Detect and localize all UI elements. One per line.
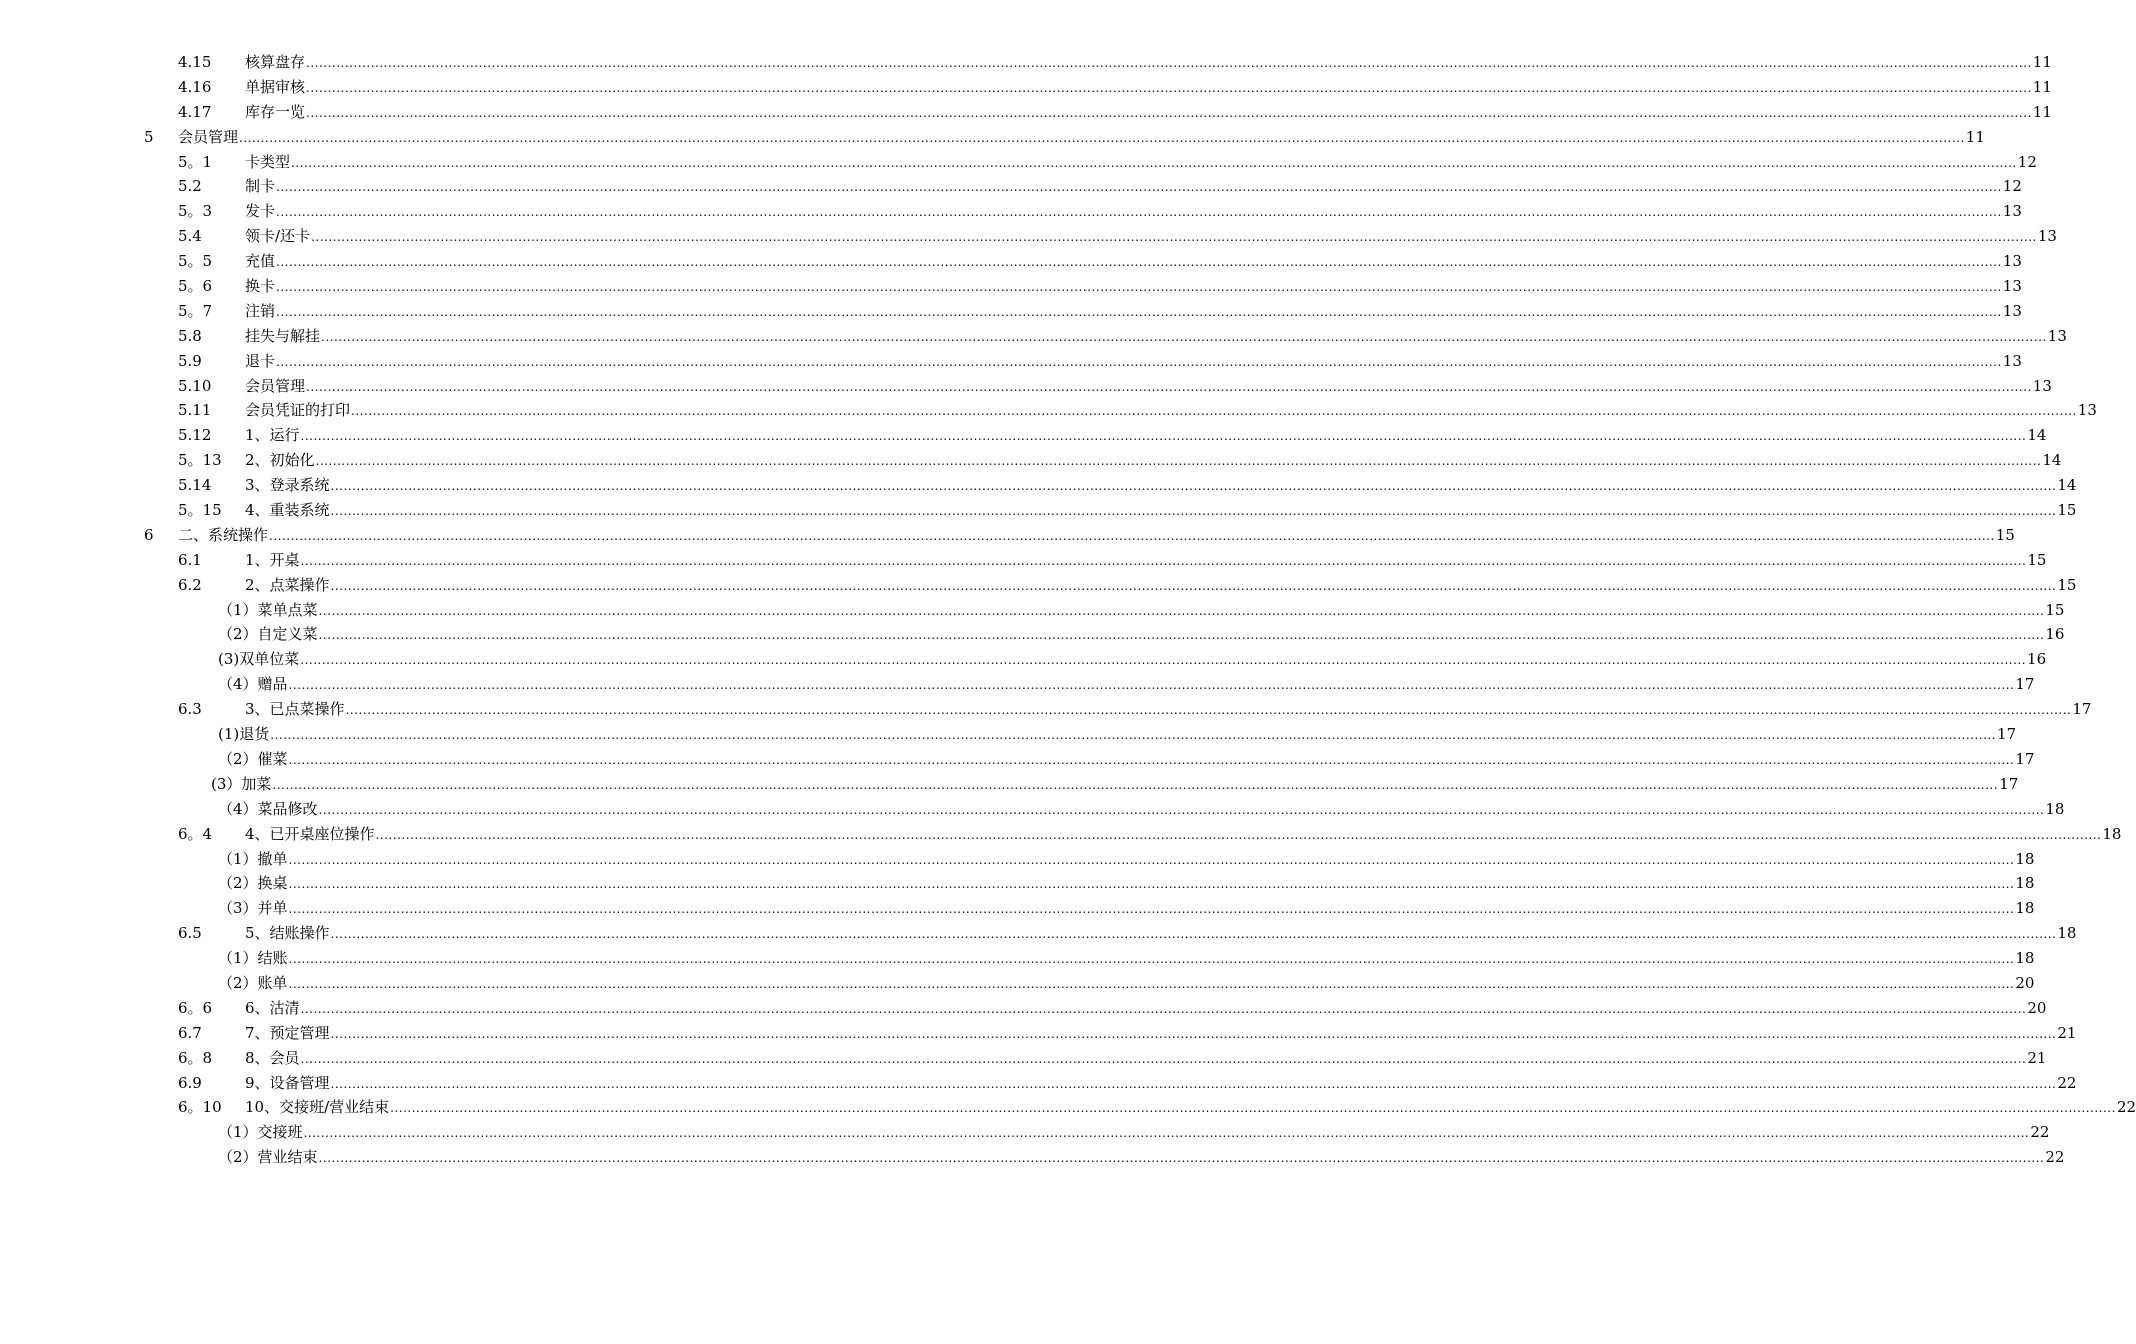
toc-entry-title: 充值 [245, 249, 276, 274]
toc-page-number: 14 [2057, 476, 2077, 495]
dot-leader: ................................................................................................................................................................................................................................................................................................................................................................................................................ [330, 1076, 2057, 1091]
toc-entry[interactable] [0, 199, 2022, 224]
toc-page-number: 13 [2002, 301, 2022, 320]
toc-section-number: 5.2 [178, 177, 202, 196]
toc-entry-title: 5、结账操作 [245, 921, 331, 946]
toc-section-number: 5.10 [178, 376, 212, 395]
dot-leader: ................................................................................................................................................................................................................................................................................................................................................................................................................ [330, 927, 2057, 942]
dot-leader: ................................................................................................................................................................................................................................................................................................................................................................................................................ [276, 255, 2002, 270]
dot-leader: ................................................................................................................................................................................................................................................................................................................................................................................................................ [288, 902, 2015, 917]
toc-entry-line [245, 174, 2022, 200]
toc-entry[interactable] [0, 398, 2097, 423]
toc-entry[interactable] [0, 473, 2077, 498]
toc-entry-title: 二、系统操作 [178, 523, 269, 548]
dot-leader: ................................................................................................................................................................................................................................................................................................................................................................................................................ [315, 454, 2042, 469]
toc-entry[interactable] [0, 498, 2077, 523]
dot-leader: ................................................................................................................................................................................................................................................................................................................................................................................................................ [330, 578, 2057, 593]
toc-entry-title: 会员凭证的打印 [245, 398, 351, 423]
toc-entry[interactable] [0, 374, 2052, 399]
toc-entry-line [218, 1145, 2065, 1171]
dot-leader: ................................................................................................................................................................................................................................................................................................................................................................................................................ [276, 304, 2002, 319]
toc-page-number: 18 [2015, 874, 2035, 893]
toc-entry-line [245, 299, 2022, 325]
toc-entry-line [218, 971, 2035, 997]
toc-page-number: 11 [1965, 127, 1985, 146]
toc-entry[interactable] [0, 847, 2035, 872]
toc-entry[interactable] [0, 324, 2067, 349]
toc-entry-line [245, 498, 2077, 524]
toc-entry-title: 8、会员 [245, 1046, 301, 1071]
toc-page-number: 17 [2015, 749, 2035, 768]
toc-entry-line [245, 199, 2022, 225]
toc-entry-line [245, 374, 2052, 400]
toc-section-number: 6.3 [178, 700, 202, 719]
toc-entry-line [245, 349, 2022, 375]
dot-leader: ................................................................................................................................................................................................................................................................................................................................................................................................................ [375, 827, 2102, 842]
toc-page-number: 18 [2015, 949, 2035, 968]
toc-entry-line [218, 797, 2065, 823]
dot-leader: ................................................................................................................................................................................................................................................................................................................................................................................................................ [306, 379, 2032, 394]
toc-section-number: 5.11 [178, 401, 212, 420]
toc-entry-title: 9、设备管理 [245, 1071, 331, 1096]
toc-page-number: 12 [2002, 177, 2022, 196]
toc-entry-title: （1）结账 [218, 946, 289, 971]
toc-entry-title: （2）换桌 [218, 871, 289, 896]
toc-section-number: 5。15 [178, 501, 222, 520]
toc-entry-line [245, 100, 2052, 126]
toc-section-number: 5.12 [178, 426, 212, 445]
toc-page-number: 17 [2015, 675, 2035, 694]
dot-leader: ................................................................................................................................................................................................................................................................................................................................................................................................................ [291, 155, 2017, 170]
toc-entry[interactable] [0, 697, 2092, 722]
dot-leader: ................................................................................................................................................................................................................................................................................................................................................................................................................ [269, 528, 1995, 543]
toc-entry[interactable] [0, 548, 2047, 573]
toc-entry-title: 1、开桌 [245, 548, 301, 573]
toc-page-number: 21 [2057, 1023, 2077, 1042]
toc-page-number: 18 [2015, 849, 2035, 868]
toc-entry-line [245, 448, 2062, 474]
toc-entry-title: 2、初始化 [245, 448, 316, 473]
toc-entry[interactable] [0, 523, 2015, 548]
toc-entry-title: 发卡 [245, 199, 276, 224]
toc-section-number: 6.9 [178, 1073, 202, 1092]
toc-entry[interactable] [0, 822, 2122, 847]
toc-page-number: 13 [2002, 277, 2022, 296]
toc-section-number: 5。6 [178, 277, 213, 296]
toc-section-number: 6.2 [178, 575, 202, 594]
toc-entry[interactable] [0, 1145, 2065, 1170]
toc-section-number: 5 [144, 127, 154, 146]
toc-page-number: 15 [2057, 501, 2077, 520]
toc-entry-title: （2）催菜 [218, 747, 289, 772]
toc-page-number: 22 [2030, 1123, 2050, 1142]
dot-leader: ................................................................................................................................................................................................................................................................................................................................................................................................................ [276, 280, 2002, 295]
toc-entry-line [218, 622, 2065, 648]
dot-leader: ................................................................................................................................................................................................................................................................................................................................................................................................................ [276, 205, 2002, 220]
toc-entry-line [245, 324, 2067, 350]
toc-page-number: 22 [2116, 1098, 2136, 1117]
dot-leader: ................................................................................................................................................................................................................................................................................................................................................................................................................ [300, 1001, 2027, 1016]
toc-page-number: 21 [2027, 1048, 2047, 1067]
toc-page-number: 22 [2057, 1073, 2077, 1092]
toc-entry-title: 4、重装系统 [245, 498, 331, 523]
toc-entry[interactable] [0, 249, 2022, 274]
toc-section-number: 6.1 [178, 550, 202, 569]
toc-page-number: 18 [2057, 924, 2077, 943]
toc-entry-title: 3、登录系统 [245, 473, 331, 498]
toc-page-number: 16 [2045, 625, 2065, 644]
toc-entry-line [245, 50, 2052, 76]
toc-section-number: 5。3 [178, 202, 213, 221]
dot-leader: ................................................................................................................................................................................................................................................................................................................................................................................................................ [276, 180, 2002, 195]
toc-page-number: 20 [2015, 973, 2035, 992]
toc-entry-line [245, 75, 2052, 101]
toc-entry-title: （2）自定义菜 [218, 622, 319, 647]
dot-leader: ................................................................................................................................................................................................................................................................................................................................................................................................................ [318, 603, 2045, 618]
dot-leader: ................................................................................................................................................................................................................................................................................................................................................................................................................ [288, 678, 2015, 693]
toc-entry-title: 4、已开桌座位操作 [245, 822, 376, 847]
toc-entry[interactable] [0, 423, 2047, 448]
toc-page-number: 18 [2045, 799, 2065, 818]
toc-entry-title: （3）并单 [218, 896, 289, 921]
toc-entry[interactable] [0, 174, 2022, 199]
toc-page-number: 14 [2027, 426, 2047, 445]
toc-page-number: 11 [2032, 53, 2052, 71]
toc-entry[interactable] [0, 896, 2035, 921]
toc-entry[interactable] [0, 996, 2047, 1021]
toc-entry[interactable] [0, 50, 2052, 75]
toc-entry-title: （2）营业结束 [218, 1145, 319, 1170]
toc-entry-line [218, 847, 2035, 873]
toc-page-number: 16 [2027, 650, 2047, 669]
toc-entry[interactable] [0, 647, 2047, 672]
toc-entry[interactable] [0, 1071, 2077, 1096]
toc-page-number: 18 [2015, 899, 2035, 918]
toc-entry[interactable] [0, 946, 2035, 971]
toc-entry-line [178, 523, 2015, 549]
toc-entry-title: （1）菜单点菜 [218, 598, 319, 623]
dot-leader: ................................................................................................................................................................................................................................................................................................................................................................................................................ [288, 952, 2015, 967]
toc-section-number: 6。8 [178, 1048, 213, 1067]
toc-entry-line [218, 722, 2017, 748]
toc-section-number: 5。1 [178, 152, 213, 171]
toc-entry-title: 2、点菜操作 [245, 573, 331, 598]
dot-leader: ................................................................................................................................................................................................................................................................................................................................................................................................................ [330, 504, 2057, 519]
toc-entry-title: 库存一览 [245, 100, 306, 125]
dot-leader: ................................................................................................................................................................................................................................................................................................................................................................................................................ [306, 56, 2032, 70]
toc-entry-title: （1）交接班 [218, 1120, 304, 1145]
toc-entry-title: 注销 [245, 299, 276, 324]
toc-entry-line [245, 1071, 2077, 1097]
toc-page-number: 11 [2032, 77, 2052, 96]
toc-section-number: 4.16 [178, 77, 212, 96]
toc-entry-line [211, 772, 2019, 798]
table-of-contents [0, 50, 2136, 1170]
toc-entry[interactable] [0, 747, 2035, 772]
toc-section-number: 4.17 [178, 102, 212, 121]
toc-entry-line [245, 573, 2077, 599]
toc-entry-title: 领卡/还卡 [245, 224, 311, 249]
toc-entry-line [218, 672, 2035, 698]
toc-entry-line [245, 1021, 2077, 1047]
dot-leader: ................................................................................................................................................................................................................................................................................................................................................................................................................ [318, 628, 2045, 643]
toc-page-number: 15 [2027, 550, 2047, 569]
toc-entry[interactable] [0, 274, 2022, 299]
toc-entry-title: （4）赠品 [218, 672, 289, 697]
toc-section-number: 6。10 [178, 1098, 222, 1117]
toc-entry[interactable] [0, 1021, 2077, 1046]
toc-entry[interactable] [0, 1120, 2050, 1145]
toc-page-number: 15 [1995, 525, 2015, 544]
toc-section-number: 6.7 [178, 1023, 202, 1042]
toc-entry[interactable] [0, 598, 2065, 623]
dot-leader: ................................................................................................................................................................................................................................................................................................................................................................................................................ [288, 877, 2015, 892]
toc-entry-line [245, 150, 2037, 176]
toc-entry-line [245, 822, 2122, 848]
toc-section-number: 5。13 [178, 451, 222, 470]
toc-page-number: 13 [2002, 351, 2022, 370]
toc-entry-title: 核算盘存 [245, 50, 306, 75]
toc-entry[interactable] [0, 125, 1985, 150]
dot-leader: ................................................................................................................................................................................................................................................................................................................................................................................................................ [300, 553, 2027, 568]
toc-section-number: 5.9 [178, 351, 202, 370]
dot-leader: ................................................................................................................................................................................................................................................................................................................................................................................................................ [276, 354, 2002, 369]
toc-entry-title: 6、沽清 [245, 996, 301, 1021]
dot-leader: ................................................................................................................................................................................................................................................................................................................................................................................................................ [330, 479, 2057, 494]
toc-entry-title: 1、运行 [245, 423, 301, 448]
dot-leader: ................................................................................................................................................................................................................................................................................................................................................................................................................ [345, 703, 2072, 718]
toc-section-number: 5。7 [178, 301, 213, 320]
toc-entry-title: 换卡 [245, 274, 276, 299]
toc-entry-title: 10、交接班/营业结束 [245, 1095, 390, 1120]
toc-entry[interactable] [0, 299, 2022, 324]
toc-entry-title: 3、已点菜操作 [245, 697, 346, 722]
toc-entry-title: 会员管理 [178, 125, 239, 150]
dot-leader: ................................................................................................................................................................................................................................................................................................................................................................................................................ [300, 1051, 2027, 1066]
toc-entry-line [245, 274, 2022, 300]
toc-entry-line [245, 921, 2077, 947]
toc-entry-title: 制卡 [245, 174, 276, 199]
dot-leader: ................................................................................................................................................................................................................................................................................................................................................................................................................ [318, 1151, 2045, 1166]
toc-entry-line [218, 598, 2065, 624]
toc-page-number: 17 [1999, 774, 2019, 793]
toc-entry-line [245, 224, 2057, 250]
dot-leader: ................................................................................................................................................................................................................................................................................................................................................................................................................ [351, 404, 2077, 419]
toc-section-number: 5.4 [178, 227, 202, 246]
toc-entry[interactable] [0, 672, 2035, 697]
toc-section-number: 6 [144, 525, 154, 544]
toc-entry-title: 单据审核 [245, 75, 306, 100]
toc-entry-line [245, 996, 2047, 1022]
toc-entry[interactable] [0, 573, 2077, 598]
toc-entry[interactable] [0, 797, 2065, 822]
toc-entry-line [178, 125, 1985, 151]
toc-entry[interactable] [0, 75, 2052, 100]
dot-leader: ................................................................................................................................................................................................................................................................................................................................................................................................................ [311, 230, 2037, 245]
toc-entry-title: 挂失与解挂 [245, 324, 321, 349]
dot-leader: ................................................................................................................................................................................................................................................................................................................................................................................................................ [306, 105, 2032, 120]
toc-entry-title: 7、预定管理 [245, 1021, 331, 1046]
toc-entry-line [218, 871, 2035, 897]
toc-entry-title: 退卡 [245, 349, 276, 374]
toc-page-number: 17 [1997, 725, 2017, 744]
toc-entry-title: (1)退货 [218, 722, 270, 747]
toc-entry-line [218, 896, 2035, 922]
toc-section-number: 5.8 [178, 326, 202, 345]
toc-entry-title: （2）账单 [218, 971, 289, 996]
dot-leader: ................................................................................................................................................................................................................................................................................................................................................................................................................ [288, 852, 2015, 867]
toc-page-number: 13 [2032, 376, 2052, 395]
toc-entry-line [245, 697, 2092, 723]
toc-entry[interactable] [0, 224, 2057, 249]
toc-page-number: 13 [2002, 202, 2022, 221]
toc-entry[interactable] [0, 448, 2062, 473]
toc-entry-line [218, 946, 2035, 972]
toc-page-number: 13 [2037, 227, 2057, 246]
toc-entry-title: 会员管理 [245, 374, 306, 399]
toc-entry[interactable] [0, 100, 2052, 125]
dot-leader: ................................................................................................................................................................................................................................................................................................................................................................................................................ [390, 1101, 2116, 1116]
toc-section-number: 4.15 [178, 53, 212, 71]
toc-page-number: 15 [2045, 600, 2065, 619]
toc-entry-line [218, 747, 2035, 773]
dot-leader: ................................................................................................................................................................................................................................................................................................................................................................................................................ [318, 802, 2045, 817]
dot-leader: ................................................................................................................................................................................................................................................................................................................................................................................................................ [303, 1126, 2030, 1141]
toc-page-number: 13 [2002, 252, 2022, 271]
dot-leader: ................................................................................................................................................................................................................................................................................................................................................................................................................ [288, 976, 2015, 991]
toc-entry-line [245, 473, 2077, 499]
toc-page-number: 20 [2027, 998, 2047, 1017]
toc-entry-line [245, 423, 2047, 449]
toc-page-number: 13 [2047, 326, 2067, 345]
toc-page-number: 15 [2057, 575, 2077, 594]
dot-leader: ................................................................................................................................................................................................................................................................................................................................................................................................................ [272, 777, 1999, 792]
toc-entry-title: （4）菜品修改 [218, 797, 319, 822]
toc-entry[interactable] [0, 871, 2035, 896]
toc-section-number: 5.14 [178, 476, 212, 495]
dot-leader: ................................................................................................................................................................................................................................................................................................................................................................................................................ [300, 429, 2027, 444]
toc-entry-line [245, 398, 2097, 424]
toc-page-number: 18 [2102, 824, 2122, 843]
toc-page-number: 17 [2072, 700, 2092, 719]
toc-entry-title: 卡类型 [245, 150, 291, 175]
toc-entry[interactable] [0, 150, 2037, 175]
toc-entry-line [245, 249, 2022, 275]
dot-leader: ................................................................................................................................................................................................................................................................................................................................................................................................................ [288, 752, 2015, 767]
toc-entry[interactable] [0, 722, 2017, 747]
toc-entry-line [245, 1095, 2136, 1121]
dot-leader: ................................................................................................................................................................................................................................................................................................................................................................................................................ [270, 728, 1997, 743]
dot-leader: ................................................................................................................................................................................................................................................................................................................................................................................................................ [321, 329, 2047, 344]
toc-entry[interactable] [0, 1046, 2047, 1071]
toc-entry-title: (3)双单位菜 [218, 647, 300, 672]
dot-leader: ................................................................................................................................................................................................................................................................................................................................................................................................................ [306, 80, 2032, 95]
toc-entry[interactable] [0, 971, 2035, 996]
toc-page-number: 13 [2077, 401, 2097, 420]
toc-entry[interactable] [0, 1095, 2136, 1120]
toc-page-number: 14 [2042, 451, 2062, 470]
dot-leader: ................................................................................................................................................................................................................................................................................................................................................................................................................ [300, 653, 2027, 668]
toc-section-number: 6.5 [178, 924, 202, 943]
dot-leader: ................................................................................................................................................................................................................................................................................................................................................................................................................ [330, 1026, 2057, 1041]
toc-entry[interactable] [0, 921, 2077, 946]
toc-page-number: 22 [2045, 1148, 2065, 1167]
toc-entry[interactable] [0, 772, 2019, 797]
toc-entry-line [218, 1120, 2050, 1146]
toc-entry-title: (3）加菜 [211, 772, 272, 797]
toc-section-number: 5。5 [178, 252, 213, 271]
toc-page-number: 12 [2017, 152, 2037, 171]
dot-leader: ................................................................................................................................................................................................................................................................................................................................................................................................................ [239, 130, 1965, 145]
toc-entry-line [218, 647, 2047, 673]
toc-page-number: 11 [2032, 102, 2052, 121]
toc-entry[interactable] [0, 349, 2022, 374]
toc-section-number: 6。4 [178, 824, 213, 843]
toc-entry[interactable] [0, 622, 2065, 647]
toc-entry-line [245, 548, 2047, 574]
toc-entry-line [245, 1046, 2047, 1072]
toc-section-number: 6。6 [178, 998, 213, 1017]
toc-entry-title: （1）撤单 [218, 847, 289, 872]
